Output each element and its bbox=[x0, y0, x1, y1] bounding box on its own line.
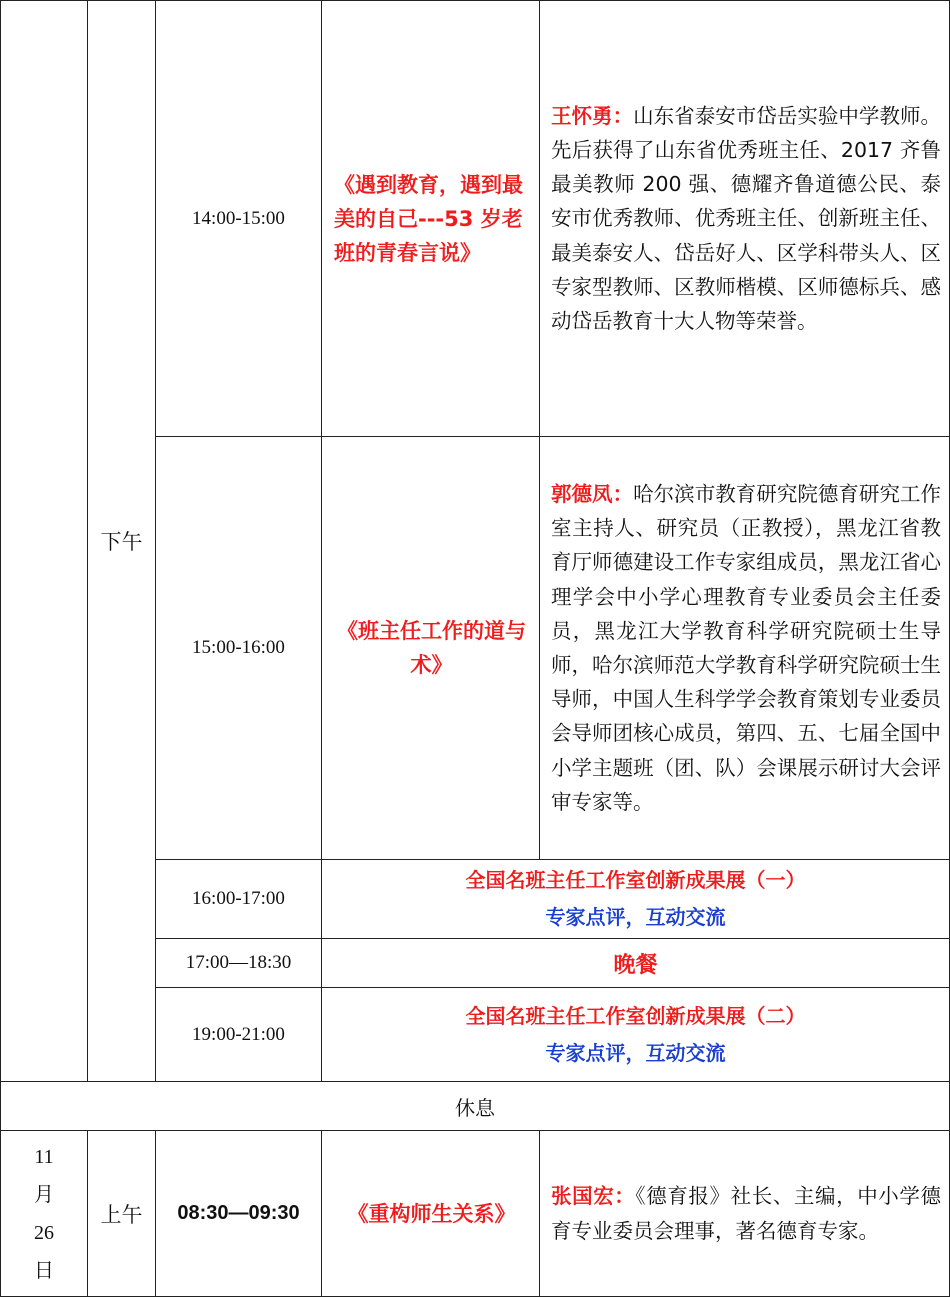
speaker-name: 王怀勇： bbox=[551, 103, 634, 128]
date-part: 26 bbox=[34, 1221, 54, 1244]
speaker-bio-cell bbox=[540, 1, 950, 437]
time-cell: 17:00—18:30 bbox=[156, 939, 322, 988]
date-cell bbox=[1, 1131, 88, 1297]
date-part: 日 bbox=[34, 1259, 54, 1282]
time-cell: 14:00-15:00 bbox=[156, 1, 322, 437]
dinner-label: 晚餐 bbox=[322, 939, 950, 988]
speaker-bio-cell bbox=[540, 1131, 950, 1297]
talk-title: 《班主任工作的道与术》 bbox=[322, 437, 540, 860]
session-subtitle: 专家点评，互动交流 bbox=[545, 905, 726, 929]
date-part: 月 bbox=[34, 1183, 54, 1206]
talk-title: 《遇到教育，遇到最美的自己---53 岁老班的青春言说》 bbox=[322, 1, 540, 437]
speaker-bio-cell bbox=[540, 437, 950, 860]
period-label-morning: 上午 bbox=[88, 1131, 156, 1297]
speaker-name: 张国宏： bbox=[551, 1184, 636, 1209]
session-subtitle: 专家点评，互动交流 bbox=[545, 1040, 726, 1065]
time-cell: 15:00-16:00 bbox=[156, 437, 322, 860]
talk-title: 《重构师生关系》 bbox=[322, 1131, 540, 1297]
speaker-bio: 山东省泰安市岱岳实验中学教师。先后获得了山东省优秀班主任、2017 齐鲁最美教师 200 强、德耀齐鲁道德公民、泰安市优秀教师、优秀班主任、创新班主任、最美泰安人、岱岳好人、区学科带头人、区专家型教师、区教师楷模、区师德标兵、感动岱岳教育十大人物等荣誉。 bbox=[551, 103, 942, 333]
session-cell bbox=[322, 988, 950, 1082]
rest-row bbox=[1, 1082, 950, 1131]
date-part: 11 bbox=[34, 1145, 54, 1168]
session-cell bbox=[322, 860, 950, 939]
schedule-row bbox=[1, 1, 950, 437]
rest-label: 休息 bbox=[1, 1082, 950, 1131]
speaker-name: 郭德凤： bbox=[551, 481, 634, 506]
time-cell: 08:30—09:30 bbox=[156, 1131, 322, 1297]
session-title: 全国名班主任工作室创新成果展（二） bbox=[465, 1003, 806, 1028]
time-cell: 16:00-17:00 bbox=[156, 860, 322, 939]
speaker-bio: 哈尔滨市教育研究院德育研究工作室主持人、研究员（正教授），黑龙江省教育厅师德建设工作专家组成员，黑龙江省心理学会中小学心理教育专业委员会主任委员，黑龙江大学教育科学研究院硕士生导师，哈尔滨师范大学教育科学研究院硕士生导师，中国人生科学学会教育策划专业委员会导师团核心成员，第四、五、七届全国中小学主题班（团、队）会课展示研讨大会评审专家等。 bbox=[551, 481, 942, 814]
time-cell: 19:00-21:00 bbox=[156, 988, 322, 1082]
date-cell-empty bbox=[1, 1, 88, 1082]
session-title: 全国名班主任工作室创新成果展（一） bbox=[465, 868, 806, 892]
schedule-row bbox=[1, 1131, 950, 1297]
speaker-bio: 《德育报》社长、主编，中小学德育专业委员会理事，著名德育专家。 bbox=[551, 1184, 942, 1243]
period-label-afternoon: 下午 bbox=[88, 1, 156, 1082]
